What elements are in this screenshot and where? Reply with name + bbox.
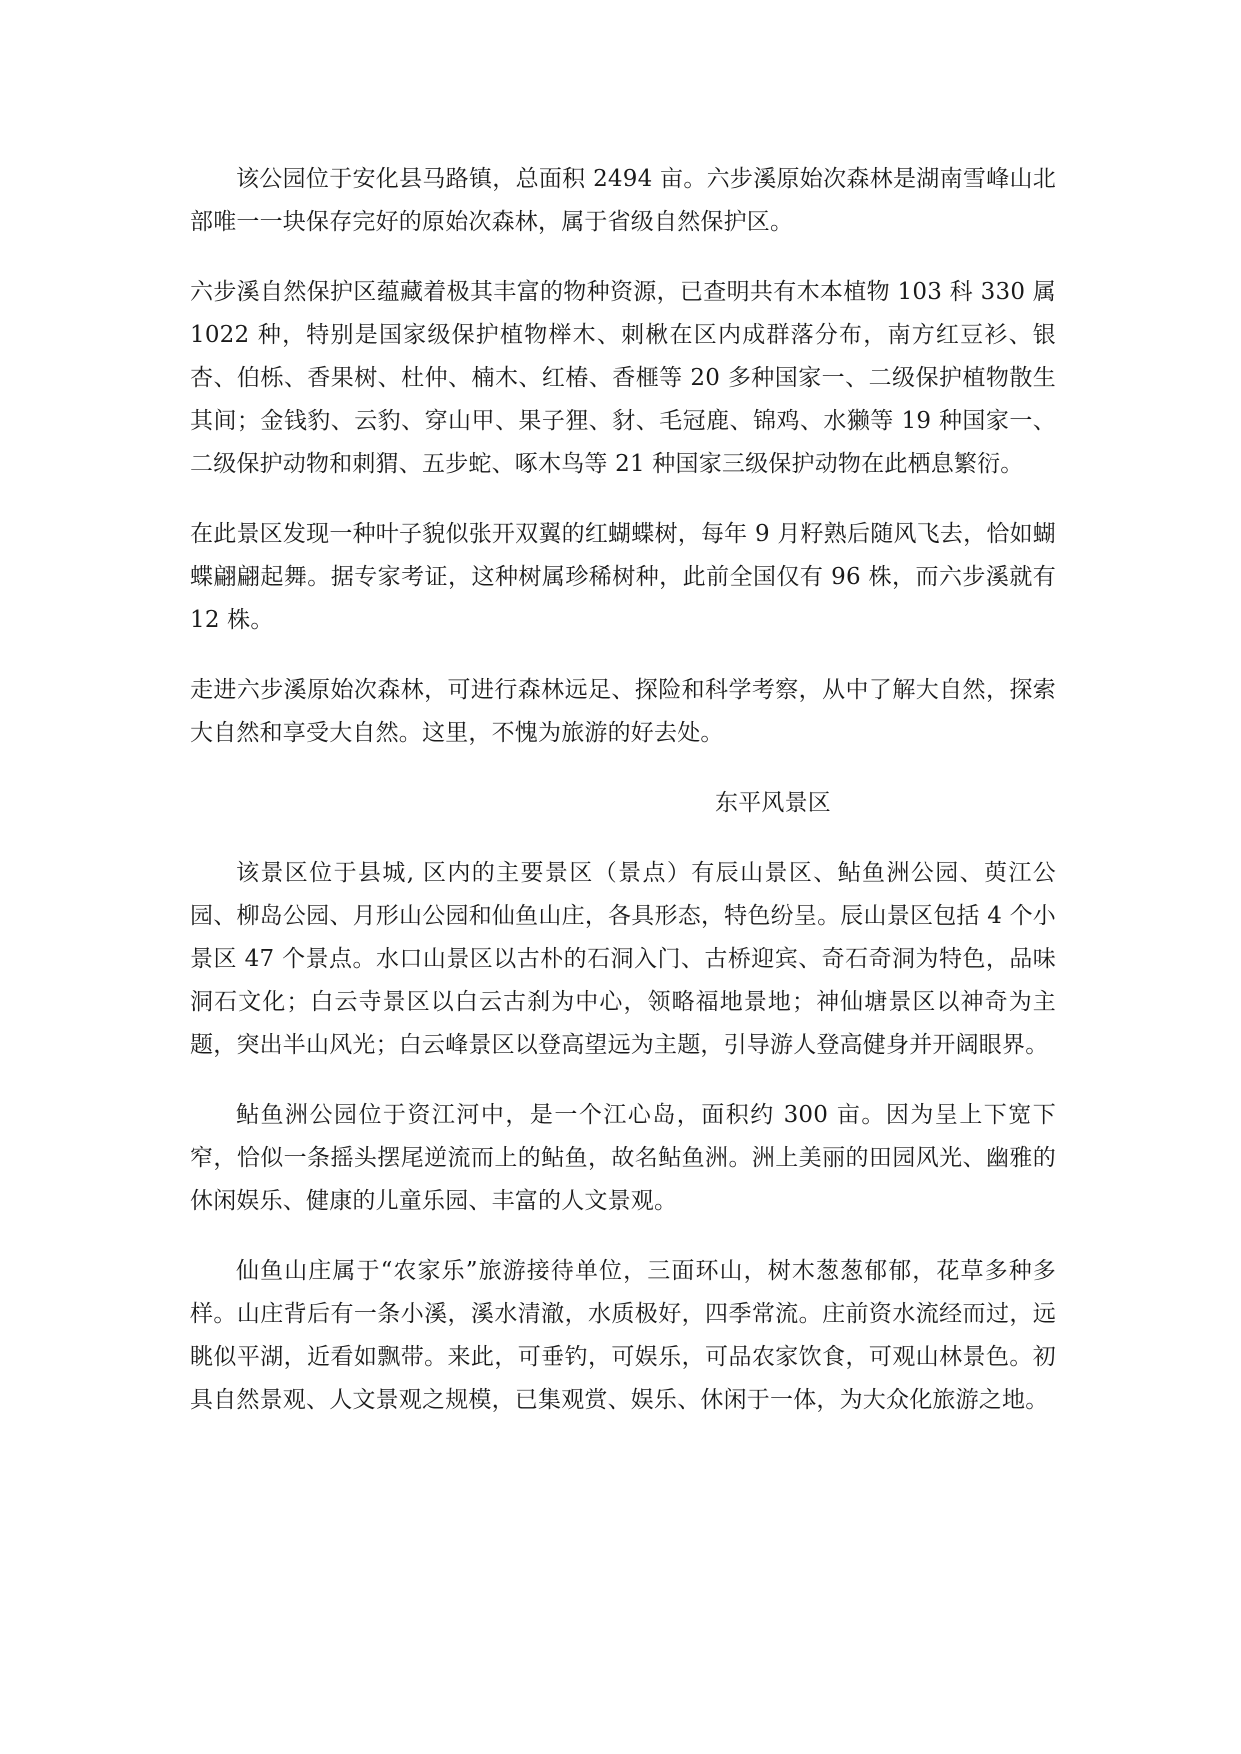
document-body bbox=[190, 158, 1056, 1449]
paragraph-butterfly-tree: 在此景区发现一种叶子貌似张开双翼的红蝴蝶树，每年 9 月籽熟后随风飞去，恰如蝴蝶翩翩起舞。据专家考证，这种树属珍稀树种，此前全国仅有 96 株，而六步溪就有 12 株。 bbox=[190, 521, 1056, 633]
paragraph-park-overview: 该公园位于安化县马路镇，总面积 2494 亩。六步溪原始次森林是湖南雪峰山北部唯一一块保存完好的原始次森林，属于省级自然保护区。 bbox=[190, 166, 1056, 235]
paragraph-species-resources: 六步溪自然保护区蕴藏着极其丰富的物种资源，已查明共有木本植物 103 科 330 属 1022 种，特别是国家级保护植物榉木、刺楸在区内成群落分布，南方红豆衫、银杏、伯栎、香果树、杜仲、楠木、红椿、香榧等 20 多种国家一、二级保护植物散生其间；金钱豹、云豹、穿山甲、果子狸、豺、毛冠鹿、锦鸡、水獭等 19 种国家一、二级保护动物和刺猬、五步蛇、啄木鸟等 21 种国家三级保护动物在此栖息繁衍。 bbox=[190, 279, 1056, 477]
paragraph-forest-activities: 走进六步溪原始次森林，可进行森林远足、探险和科学考察，从中了解大自然，探索大自然和享受大自然。这里，不愧为旅游的好去处。 bbox=[190, 677, 1056, 746]
paragraph-nianyuzhou-park: 鲇鱼洲公园位于资江河中，是一个江心岛，面积约 300 亩。因为呈上下宽下窄，恰似一条摇头摆尾逆流而上的鲇鱼，故名鲇鱼洲。洲上美丽的田园风光、幽雅的休闲娱乐、健康的儿童乐园、丰富的人文景观。 bbox=[190, 1102, 1056, 1214]
section-title-dongping: 东平风景区 bbox=[715, 790, 831, 816]
paragraph-dongping-overview: 该景区位于县城, 区内的主要景区（景点）有辰山景区、鲇鱼洲公园、萸江公园、柳岛公园、月形山公园和仙鱼山庄，各具形态，特色纷呈。辰山景区包括 4 个小景区 47 个景点。水口山景区以古朴的石洞入门、古桥迎宾、奇石奇洞为特色，品味洞石文化；白云寺景区以白云古刹为中心，领略福地景地；神仙塘景区以神奇为主题，突出半山风光；白云峰景区以登高望远为主题，引导游人登高健身并开阔眼界。 bbox=[190, 860, 1056, 1058]
paragraph-xianyu-villa: 仙鱼山庄属于“农家乐”旅游接待单位，三面环山，树木葱葱郁郁，花草多种多样。山庄背后有一条小溪，溪水清澈，水质极好，四季常流。庄前资水流经而过，远眺似平湖，近看如飘带。来此，可垂钓，可娱乐，可品农家饮食，可观山林景色。初具自然景观、人文景观之规模，已集观赏、娱乐、休闲于一体，为大众化旅游之地。 bbox=[190, 1258, 1056, 1413]
